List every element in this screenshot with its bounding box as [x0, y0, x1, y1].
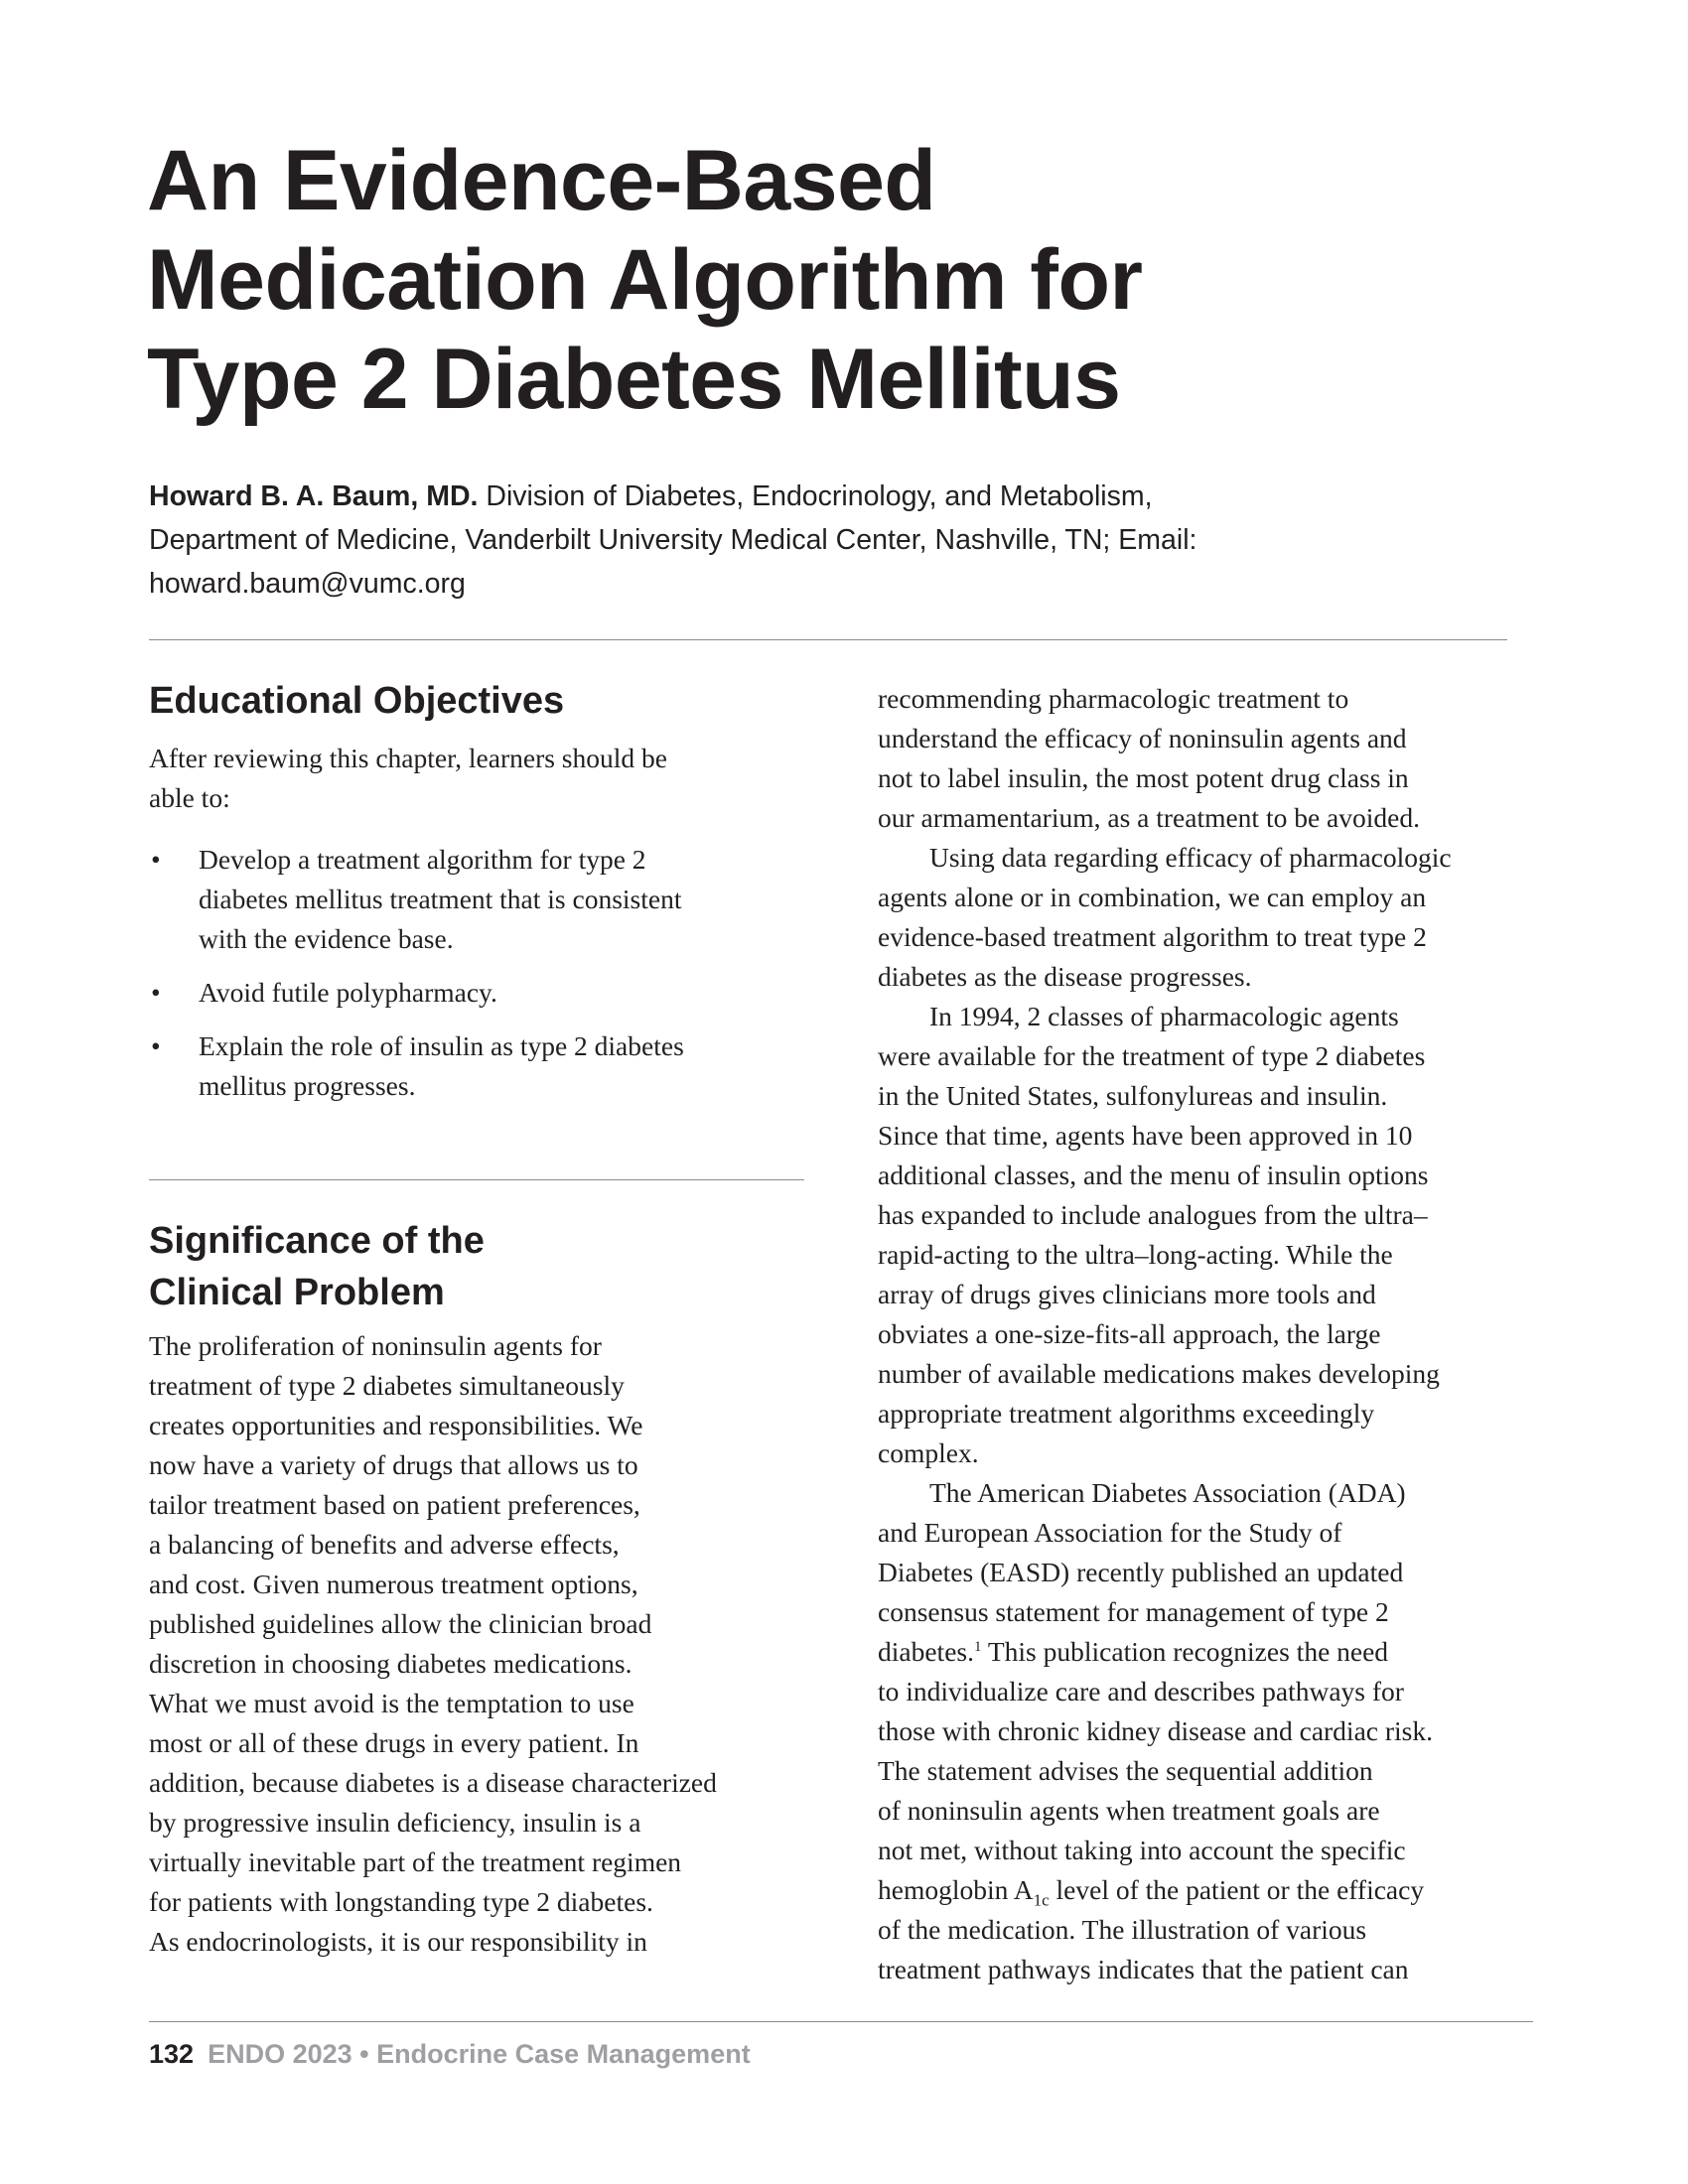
text-line: by progressive insulin deficiency, insulin is a [149, 1807, 641, 1838]
text-line: able to: [149, 782, 230, 813]
text-line: most or all of these drugs in every patient. In [149, 1727, 639, 1758]
text-line: not to label insulin, the most potent drug class in [878, 762, 1409, 793]
text-line: creates opportunities and responsibilities. We [149, 1410, 643, 1440]
text-line: understand the efficacy of noninsulin agents and [878, 723, 1407, 753]
text-line: In 1994, 2 classes of pharmacologic agents [929, 1001, 1399, 1031]
title-line: Type 2 Diabetes Mellitus [147, 332, 1121, 427]
page-number: 132 [149, 2039, 195, 2069]
text-line: diabetes as the disease progresses. [878, 961, 1252, 992]
text-line: complex. [878, 1437, 979, 1468]
text-line-with-reference [878, 1632, 1452, 1672]
text-line: in the United States, sulfonylureas and insulin. [878, 1080, 1388, 1111]
author-affiliation [149, 475, 1559, 606]
text-line: consensus statement for management of type 2 [878, 1596, 1389, 1627]
objective-line: diabetes mellitus treatment that is consistent [199, 884, 682, 914]
text-line-with-subscript [878, 1870, 1452, 1910]
objective-line: Explain the role of insulin as type 2 diabetes [199, 1030, 684, 1061]
text-line: agents alone or in combination, we can employ an [878, 882, 1427, 912]
text-line: of noninsulin agents when treatment goals are [878, 1795, 1380, 1826]
heading-line: Clinical Problem [149, 1272, 445, 1313]
running-title: ENDO 2023 • Endocrine Case Management [208, 2039, 751, 2069]
text-fragment: level of the patient or the efficacy [1049, 1874, 1425, 1905]
author-email: howard.baum@vumc.org [149, 568, 466, 600]
text-line: addition, because diabetes is a disease characterized [149, 1767, 717, 1798]
significance-heading [149, 1215, 485, 1318]
text-line: has expanded to include analogues from the ultra– [878, 1199, 1428, 1230]
header-divider [149, 639, 1507, 640]
heading-line: Significance of the [149, 1220, 485, 1262]
objectives-list [149, 840, 804, 1120]
text-line: As endocrinologists, it is our responsibility in [149, 1926, 647, 1957]
text-line: After reviewing this chapter, learners should be [149, 743, 667, 773]
text-line: were available for the treatment of type 2 diabetes [878, 1040, 1426, 1071]
affiliation-text: Division of Diabetes, Endocrinology, and Metabolism, [478, 480, 1153, 512]
text-line: to individualize care and describes pathways for [878, 1676, 1404, 1706]
text-fragment: diabetes. [878, 1636, 974, 1667]
text-line: virtually inevitable part of the treatment regimen [149, 1846, 682, 1877]
text-fragment: This publication recognizes the need [981, 1636, 1389, 1667]
title-line: Medication Algorithm for [147, 232, 1143, 328]
text-line: a balancing of benefits and adverse effects, [149, 1529, 620, 1560]
text-line: The American Diabetes Association (ADA) [929, 1477, 1406, 1508]
text-fragment: hemoglobin A [878, 1874, 1034, 1905]
affiliation-line-1 [149, 475, 1559, 518]
text-line: Using data regarding efficacy of pharmacologic [929, 842, 1452, 873]
text-line: discretion in choosing diabetes medications. [149, 1648, 633, 1679]
objective-line: Avoid futile polypharmacy. [199, 977, 497, 1008]
significance-paragraph [149, 1326, 717, 1962]
text-line: published guidelines allow the clinician broad [149, 1608, 652, 1639]
text-line: and cost. Given numerous treatment options, [149, 1569, 638, 1599]
text-line: rapid-acting to the ultra–long-acting. While the [878, 1239, 1393, 1270]
title-line: An Evidence-Based [147, 133, 936, 228]
text-line: for patients with longstanding type 2 diabetes. [149, 1886, 653, 1917]
text-line: and European Association for the Study of [878, 1517, 1342, 1548]
text-line: our armamentarium, as a treatment to be avoided. [878, 802, 1420, 833]
section-divider [149, 1179, 804, 1180]
text-line: of the medication. The illustration of various [878, 1914, 1367, 1945]
objective-line: Develop a treatment algorithm for type 2 [199, 844, 646, 875]
objectives-heading-text: Educational Objectives [149, 680, 565, 722]
bullet-icon: • [151, 1030, 161, 1061]
article-title [147, 131, 1557, 429]
text-line: Since that time, agents have been approved in 10 [878, 1120, 1413, 1151]
text-line: not met, without taking into account the specific [878, 1835, 1406, 1865]
text-line: obviates a one-size-fits-all approach, the large [878, 1318, 1381, 1349]
hba1c-subscript: 1c [1033, 1890, 1050, 1910]
text-line: tailor treatment based on patient preferences, [149, 1489, 640, 1520]
right-column-text [878, 679, 1452, 1989]
affiliation-line: Department of Medicine, Vanderbilt University Medical Center, Nashville, TN; Email: [149, 524, 1197, 556]
text-line: What we must avoid is the temptation to use [149, 1688, 634, 1718]
objective-line: with the evidence base. [199, 923, 454, 954]
text-line: treatment pathways indicates that the patient can [878, 1954, 1409, 1984]
objective-item [149, 973, 804, 1013]
text-line: number of available medications makes developing [878, 1358, 1440, 1389]
text-line: treatment of type 2 diabetes simultaneously [149, 1370, 625, 1401]
text-line: evidence-based treatment algorithm to treat type 2 [878, 921, 1427, 952]
text-line: those with chronic kidney disease and cardiac risk. [878, 1715, 1433, 1746]
objective-item [149, 1026, 804, 1106]
text-line: appropriate treatment algorithms exceedingly [878, 1398, 1375, 1429]
text-line: recommending pharmacologic treatment to [878, 683, 1349, 714]
bullet-icon: • [151, 844, 161, 875]
objective-item [149, 840, 804, 959]
objectives-intro [149, 739, 667, 818]
page-footer [149, 2036, 751, 2072]
text-line: now have a variety of drugs that allows us to [149, 1449, 638, 1480]
text-line: The statement advises the sequential addition [878, 1755, 1373, 1786]
text-line: additional classes, and the menu of insulin options [878, 1160, 1429, 1190]
objectives-heading [149, 675, 564, 727]
objective-line: mellitus progresses. [199, 1070, 416, 1101]
footer-divider [149, 2021, 1533, 2022]
reference-superscript: 1 [973, 1638, 982, 1655]
bullet-icon: • [151, 977, 161, 1008]
text-line: array of drugs gives clinicians more tools and [878, 1279, 1376, 1309]
text-line: The proliferation of noninsulin agents for [149, 1330, 602, 1361]
author-name: Howard B. A. Baum, MD. [149, 480, 479, 512]
text-line: Diabetes (EASD) recently published an updated [878, 1557, 1404, 1587]
